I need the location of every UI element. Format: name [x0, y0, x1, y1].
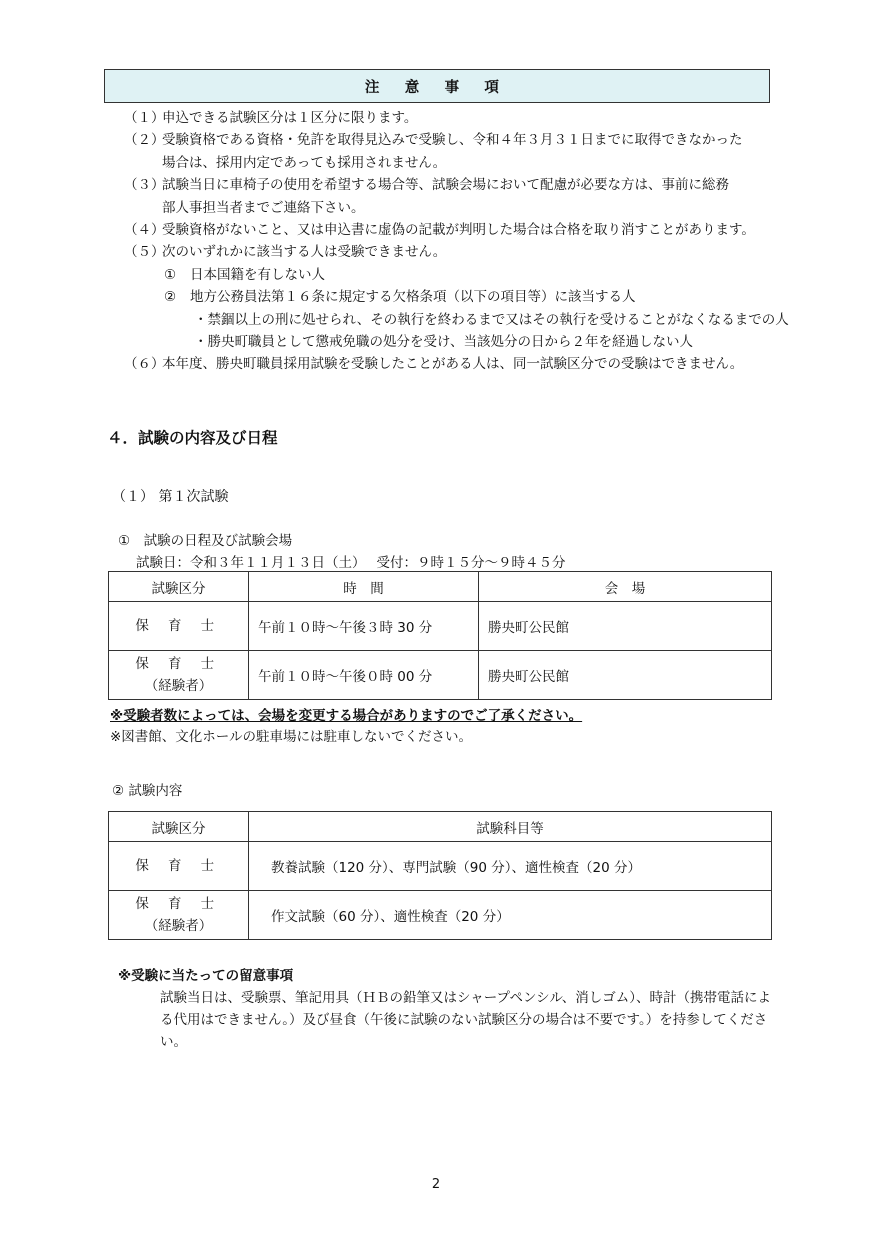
note-subitem: [124, 264, 784, 286]
section-heading: ４．試験の内容及び日程: [107, 429, 278, 447]
parking-notice: ※図書館、文化ホールの駐車場には駐車しないでください。: [110, 729, 473, 745]
content-heading: ② 試験内容: [112, 783, 183, 799]
note-text: 申込できる試験区分は１区分に限ります。: [162, 110, 418, 126]
header-time: 時 間: [249, 572, 479, 602]
note-text: 受験資格がないこと、又は申込書に虚偽の記載が判明した場合は合格を取り消すことがあります。: [162, 222, 755, 239]
cautions-body: 試験当日は、受験票、筆記用具（ＨＢの鉛筆又はシャープペンシル、消しゴム）、時計（携帯電話による代用はできません。）及び昼食（午後に試験のない試験区分の場合は不要です。）を持参してください。: [160, 990, 772, 1050]
note-text: 次のいずれかに該当する人は受験できません。: [162, 244, 447, 261]
note-number: （４）: [124, 222, 165, 239]
note-number: （５）: [124, 244, 165, 261]
table-row: [109, 842, 772, 891]
time-cell: 午前１０時～午後０時 00 分: [249, 651, 479, 700]
page-number: 2: [431, 1177, 441, 1192]
note-number: （６）: [124, 356, 165, 373]
subsection-heading: （１） 第１次試験: [112, 489, 229, 505]
header-subjects: 試験科目等: [249, 812, 772, 842]
note-item: [124, 241, 784, 263]
note-continuation: 部人事担当者までご連絡下さい。: [162, 199, 365, 216]
note-text: 試験当日に車椅子の使用を希望する場合等、試験会場において配慮が必要な方は、事前に総務: [162, 177, 729, 194]
note-item: [124, 129, 784, 151]
subjects-table: [108, 811, 772, 940]
header-venue: 会 場: [479, 572, 772, 602]
table-header-row: [109, 572, 772, 602]
circled-number-mark: ②: [164, 289, 177, 306]
table-header-row: [109, 812, 772, 842]
notice-banner: 注 意 事 項: [104, 69, 770, 103]
note-text: 本年度、勝央町職員採用試験を受験したことがある人は、同一試験区分での受験はできません。: [162, 356, 744, 373]
category-cell: 保 育 士: [109, 842, 249, 891]
subjects-cell: 教養試験（120 分）、専門試験（90 分）、適性検査（20 分）: [249, 842, 772, 891]
note-text: 受験資格である資格・免許を取得見込みで受験し、令和４年３月３１日までに取得できなかった: [162, 132, 743, 149]
notes-list: [124, 107, 789, 376]
cautions-heading: ※受験に当たっての留意事項: [118, 968, 294, 984]
schedule-table: [108, 571, 772, 700]
exam-date-line: 試験日：令和３年１１月１３日（土） 受付：９時１５分～９時４５分: [136, 555, 566, 571]
subjects-cell: 作文試験（60 分）、適性検査（20 分）: [249, 891, 772, 940]
category-cell: 保 育 士 （経験者）: [109, 651, 249, 700]
note-subitem-text: 日本国籍を有しない人: [190, 266, 325, 283]
note-number: （２）: [124, 132, 165, 149]
category-cell: 保 育 士 （経験者）: [109, 891, 249, 940]
note-bullet: ・勝央町職員として懲戒免職の処分を受け、当該処分の日から２年を経過しない人: [194, 334, 693, 351]
note-number: （１）: [124, 110, 165, 126]
venue-cell: 勝央町公民館: [479, 602, 772, 651]
circled-number-mark: ①: [164, 266, 177, 283]
note-item: [124, 107, 784, 129]
category-sublabel: （経験者）: [144, 678, 213, 694]
table-row: [109, 651, 772, 700]
note-bullet: ・禁錮以上の刑に処せられ、その執行を終わるまで又はその執行を受けることがなくなるまでの人: [194, 311, 789, 328]
category-cell: 保 育 士: [109, 602, 249, 651]
venue-change-notice: ※受験者数によっては、会場を変更する場合がありますのでご了承ください。: [110, 708, 583, 724]
header-category: 試験区分: [109, 812, 249, 842]
header-category: 試験区分: [109, 572, 249, 602]
note-item: [124, 174, 784, 196]
time-cell: 午前１０時～午後３時 30 分: [249, 602, 479, 651]
note-item: [124, 219, 784, 241]
category-sublabel: （経験者）: [144, 918, 213, 934]
note-continuation: 場合は、採用内定であっても採用されません。: [162, 154, 447, 171]
note-item: [124, 353, 784, 375]
table-row: [109, 891, 772, 940]
schedule-heading: ① 試験の日程及び試験会場: [118, 533, 293, 549]
table-row: [109, 602, 772, 651]
note-subitem: [124, 286, 784, 308]
note-subitem-text: 地方公務員法第１６条に規定する欠格条項（以下の項目等）に該当する人: [190, 289, 636, 306]
venue-cell: 勝央町公民館: [479, 651, 772, 700]
note-number: （３）: [124, 177, 165, 194]
